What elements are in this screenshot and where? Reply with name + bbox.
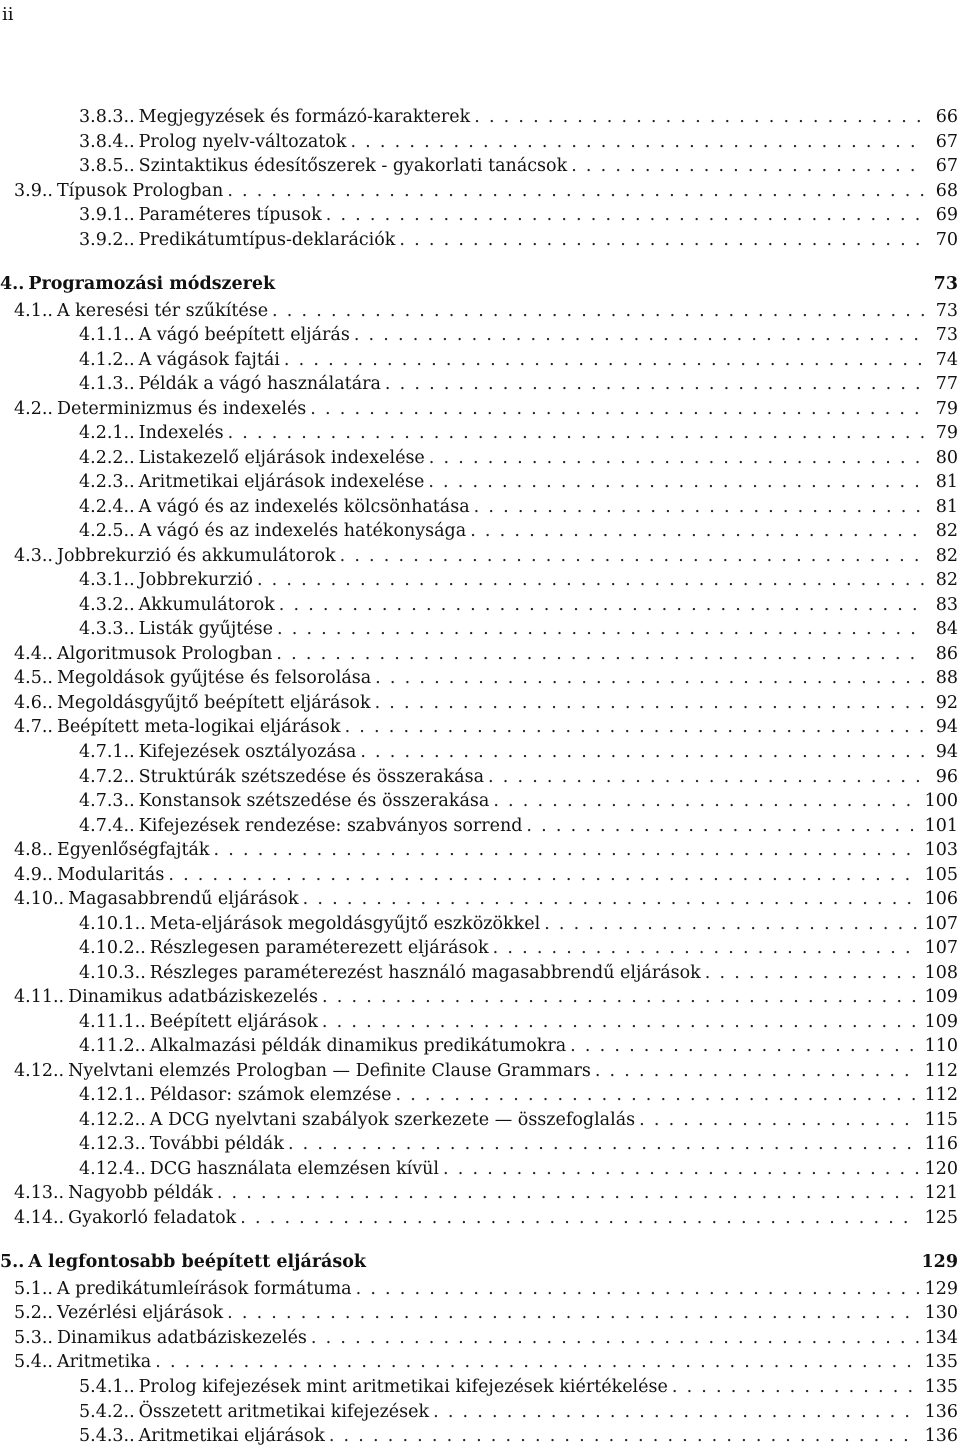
dot-leader	[303, 887, 919, 911]
toc-entry[interactable]	[14, 715, 958, 739]
dot-leader	[340, 544, 924, 568]
dot-leader	[639, 1108, 918, 1132]
toc-entry-number: 4.3.3..	[79, 619, 135, 640]
toc-entry[interactable]	[79, 323, 958, 347]
dot-leader	[276, 642, 924, 666]
toc-entry-page: 83	[935, 594, 958, 615]
toc-entry-number: 5.1..	[14, 1278, 53, 1299]
toc-entry-number: 4.3..	[14, 545, 53, 566]
toc-entry-number: 5.4..	[14, 1352, 53, 1373]
toc-entry-page: 120	[924, 1158, 958, 1179]
toc-entry[interactable]	[79, 154, 958, 178]
toc-entry[interactable]	[79, 495, 958, 519]
dot-leader	[595, 1059, 919, 1083]
toc-entry-page: 105	[924, 864, 958, 885]
dot-leader	[326, 203, 924, 227]
dot-leader	[360, 740, 924, 764]
toc-entry[interactable]	[14, 863, 958, 887]
toc-entry[interactable]	[79, 936, 958, 960]
toc-entry-number: 4.2.4..	[79, 496, 135, 517]
dot-leader	[493, 789, 918, 813]
toc-entry[interactable]	[79, 961, 958, 985]
dot-leader	[310, 397, 924, 421]
toc-entry-number: 5.4.3..	[79, 1426, 135, 1447]
toc-entry-number: 4.11.2..	[79, 1036, 146, 1057]
toc-entry-number: 4.2.2..	[79, 447, 135, 468]
dot-leader	[493, 936, 919, 960]
toc-entry-page: 67	[935, 131, 958, 152]
toc-entry-title: Beépített meta-logikai eljárások	[56, 717, 341, 738]
dot-leader	[443, 1157, 919, 1181]
toc-entry-number: 4.10.1..	[79, 913, 146, 934]
toc-entry-title: Akkumulátorok	[138, 594, 275, 615]
toc-entry-number: 4.12.2..	[79, 1109, 146, 1130]
toc-entry-title: Nyelvtani elemzés Prologban — Definite Clause Grammars	[68, 1060, 591, 1081]
toc-entry-title: Részlegesen paraméterezett eljárások	[149, 938, 489, 959]
dot-leader	[474, 495, 924, 519]
toc-entry[interactable]	[79, 1083, 958, 1107]
toc-entry-title: Algoritmusok Prologban	[56, 643, 273, 664]
toc-entry-page: 70	[935, 229, 958, 250]
toc-entry-number: 4.6..	[14, 692, 53, 713]
dot-leader	[705, 961, 919, 985]
toc-entry[interactable]	[14, 642, 958, 666]
toc-entry-page: 103	[924, 840, 958, 861]
toc-entry[interactable]	[14, 1277, 958, 1301]
toc-entry-title: A legfontosabb beépített eljárások	[28, 1252, 367, 1273]
toc-entry-title: Listák gyűjtése	[138, 619, 273, 640]
dot-leader	[399, 228, 924, 252]
toc-entry-page: 130	[924, 1303, 958, 1324]
toc-entry-title: Megoldásgyűjtő beépített eljárások	[56, 692, 371, 713]
toc-entry-title: Egyenlőségfajták	[56, 840, 210, 861]
toc-entry-number: 4.9..	[14, 864, 53, 885]
toc-entry-title: Dinamikus adatbáziskezelés	[68, 987, 319, 1008]
toc-entry[interactable]	[79, 348, 958, 372]
toc-entry-page: 96	[935, 766, 958, 787]
toc-entry-page: 129	[921, 1252, 958, 1273]
toc-entry[interactable]	[79, 765, 958, 789]
toc-entry-page: 136	[924, 1426, 958, 1447]
toc-entry[interactable]	[14, 838, 958, 862]
dot-leader	[429, 446, 924, 470]
toc-entry[interactable]	[79, 470, 958, 494]
toc-entry-title: Dinamikus adatbáziskezelés	[56, 1327, 307, 1348]
toc-entry[interactable]	[79, 203, 958, 227]
toc-entry-page: 112	[924, 1085, 958, 1106]
toc-entry-number: 4.7..	[14, 717, 53, 738]
toc-entry-page: 84	[935, 619, 958, 640]
toc-entry-page: 129	[924, 1278, 958, 1299]
toc-entry-title: Beépített eljárások	[149, 1011, 318, 1032]
toc-entry-title: Indexelés	[138, 423, 224, 444]
dot-leader	[470, 519, 924, 543]
toc-entry-title: Aritmetikai eljárások indexelése	[138, 472, 425, 493]
toc-entry-number: 4.11..	[14, 987, 65, 1008]
toc-entry-number: 4.11.1..	[79, 1011, 146, 1032]
toc-entry-title: Gyakorló feladatok	[68, 1207, 237, 1228]
toc-entry-page: 88	[935, 668, 958, 689]
toc-entry-page: 66	[935, 107, 958, 127]
toc-entry[interactable]	[79, 1424, 958, 1448]
dot-leader	[428, 470, 924, 494]
dot-leader	[329, 1424, 919, 1448]
toc-entry[interactable]	[79, 1034, 958, 1058]
toc-entry-number: 5..	[0, 1252, 25, 1273]
toc-entry-title: Programozási módszerek	[28, 274, 276, 295]
toc-entry-page: 107	[924, 938, 958, 959]
toc-entry-page: 81	[935, 496, 958, 517]
toc-entry[interactable]	[79, 519, 958, 543]
dot-leader	[672, 1375, 919, 1399]
toc-entry-page: 100	[924, 791, 958, 812]
toc-entry-number: 4.2.5..	[79, 521, 135, 542]
dot-leader	[395, 1083, 918, 1107]
toc-entry-title: Részleges paraméterezést használó magasabbrendű eljárások	[149, 962, 701, 983]
toc-entry-number: 5.3..	[14, 1327, 53, 1348]
toc-entry[interactable]	[79, 1010, 958, 1034]
toc-entry-title: Megjegyzések és formázó-karakterek	[138, 107, 471, 127]
toc-entry-title: Vezérlési eljárások	[56, 1303, 224, 1324]
toc-entry[interactable]	[79, 617, 958, 641]
toc-entry-number: 5.4.1..	[79, 1377, 135, 1397]
dot-leader	[311, 1326, 919, 1350]
toc-entry-title: Típusok Prologban	[56, 180, 224, 201]
toc-entry-title: Determinizmus és indexelés	[56, 398, 307, 419]
toc-entry-title: Meta-eljárások megoldásgyűjtő eszközökkel	[149, 913, 541, 934]
toc-entry[interactable]	[14, 1181, 958, 1205]
toc-entry-page: 135	[924, 1352, 958, 1373]
toc-entry-number: 4.2..	[14, 398, 53, 419]
toc-entry-title: Magasabbrendű eljárások	[68, 889, 299, 910]
toc-entry-page: 121	[924, 1183, 958, 1204]
toc-entry-number: 4.14..	[14, 1207, 65, 1228]
toc-entry-number: 4.3.2..	[79, 594, 135, 615]
toc-entry[interactable]	[79, 1375, 958, 1399]
toc-entry[interactable]	[79, 421, 958, 445]
toc-entry-title: Listakezelő eljárások indexelése	[138, 447, 425, 468]
toc-entry-number: 4.2.3..	[79, 472, 135, 493]
toc-entry-number: 3.8.5..	[79, 156, 135, 177]
toc-entry-number: 4.7.2..	[79, 766, 135, 787]
dot-leader	[345, 715, 924, 739]
dot-leader	[272, 299, 924, 323]
toc-entry-number: 4.8..	[14, 840, 53, 861]
toc-entry-page: 79	[935, 423, 958, 444]
dot-leader	[155, 1350, 918, 1374]
dot-leader	[385, 372, 924, 396]
toc-entry-title: Példák a vágó használatára	[138, 374, 381, 395]
toc-entry-number: 3.9.2..	[79, 229, 135, 250]
toc-entry-page: 116	[924, 1134, 958, 1155]
toc-entry[interactable]	[14, 1301, 958, 1325]
dot-leader	[570, 1034, 918, 1058]
toc-entry-number: 4.1.2..	[79, 349, 135, 370]
toc-entry[interactable]	[79, 1108, 958, 1132]
toc-entry[interactable]	[14, 666, 958, 690]
dot-leader	[526, 814, 918, 838]
toc-entry-page: 68	[935, 180, 958, 201]
toc-entry-page: 108	[924, 962, 958, 983]
toc-entry-number: 4.7.3..	[79, 791, 135, 812]
toc-entry-number: 3.8.3..	[79, 107, 135, 127]
toc-entry-title: A vágó és az indexelés kölcsönhatása	[138, 496, 470, 517]
toc-entry-page: 94	[935, 717, 958, 738]
toc-entry-title: Összetett aritmetikai kifejezések	[138, 1401, 430, 1422]
dot-leader	[227, 1301, 918, 1325]
toc-entry[interactable]	[79, 130, 958, 154]
toc-entry-number: 3.9.1..	[79, 205, 135, 226]
toc-entry-title: Predikátumtípus-deklarációk	[138, 229, 396, 250]
toc-entry-page: 79	[935, 398, 958, 419]
toc-entry-title: Aritmetikai eljárások	[138, 1426, 325, 1447]
dot-leader	[571, 154, 924, 178]
toc-entry-title: Prolog nyelv-változatok	[138, 131, 347, 152]
toc-entry-page: 110	[924, 1036, 958, 1057]
toc-entry-page: 109	[924, 1011, 958, 1032]
toc-entry-number: 3.8.4..	[79, 131, 135, 152]
toc-entry-title: Struktúrák szétszedése és összerakása	[138, 766, 485, 787]
toc-entry-number: 4.1.3..	[79, 374, 135, 395]
dot-leader	[217, 1181, 919, 1205]
toc-entry-page: 94	[935, 742, 958, 762]
toc-entry-page: 135	[924, 1377, 958, 1397]
toc-entry-page: 67	[935, 156, 958, 177]
toc-chapter-entry[interactable]	[0, 272, 958, 296]
toc-entry-number: 4.5..	[14, 668, 53, 689]
toc-entry-page: 107	[924, 913, 958, 934]
dot-leader	[322, 985, 919, 1009]
toc-entry[interactable]	[79, 1400, 958, 1424]
toc-chapter-entry[interactable]	[0, 1250, 958, 1274]
toc-entry[interactable]	[79, 593, 958, 617]
toc-entry-page: 101	[924, 815, 958, 836]
toc-entry-page: 109	[924, 987, 958, 1008]
dot-leader	[350, 130, 924, 154]
dot-leader	[168, 863, 918, 887]
toc-entry-number: 4.10..	[14, 889, 65, 910]
toc-entry-number: 4.12..	[14, 1060, 65, 1081]
dot-leader	[288, 1132, 919, 1156]
toc-entry-page: 86	[935, 643, 958, 664]
toc-entry-page: 77	[935, 374, 958, 395]
toc-entry-page: 82	[935, 545, 958, 566]
toc-entry[interactable]	[14, 691, 958, 715]
toc-entry[interactable]	[79, 1157, 958, 1181]
dot-leader	[544, 912, 918, 936]
toc-entry-title: A vágó és az indexelés hatékonysága	[138, 521, 467, 542]
dot-leader	[240, 1206, 918, 1230]
toc-entry-title: Paraméteres típusok	[138, 205, 322, 226]
toc-entry[interactable]	[14, 1326, 958, 1350]
toc-entry-page: 134	[924, 1327, 958, 1348]
page-number: ii	[2, 4, 14, 25]
toc-entry-page: 73	[935, 325, 958, 346]
dot-leader	[474, 105, 924, 129]
toc-entry-page: 82	[935, 570, 958, 591]
toc-entry-title: A vágások fajtái	[138, 349, 280, 370]
dot-leader	[228, 421, 924, 445]
toc-entry-number: 5.4.2..	[79, 1401, 135, 1422]
toc-entry-number: 4.4..	[14, 643, 53, 664]
toc-entry-title: Jobbrekurzió és akkumulátorok	[56, 545, 336, 566]
toc-entry-number: 4.1.1..	[79, 325, 135, 346]
toc-entry-number: 4.3.1..	[79, 570, 135, 591]
toc-entry[interactable]	[14, 397, 958, 421]
toc-entry-title: Konstansok szétszedése és összerakása	[138, 791, 490, 812]
toc-entry-number: 4.7.1..	[79, 742, 135, 762]
toc-entry[interactable]	[14, 1206, 958, 1230]
toc-entry-number: 5.2..	[14, 1303, 53, 1324]
toc-entry-title: DCG használata elemzésen kívül	[149, 1158, 440, 1179]
toc-entry-title: Nagyobb példák	[68, 1183, 213, 1204]
toc-entry[interactable]	[14, 1350, 958, 1374]
toc-entry-page: 82	[935, 521, 958, 542]
toc-entry[interactable]	[14, 299, 958, 323]
toc-entry-page: 81	[935, 472, 958, 493]
toc-entry[interactable]	[79, 446, 958, 470]
toc-entry[interactable]	[79, 740, 958, 764]
toc-entry-page: 115	[924, 1109, 958, 1130]
toc-entry-number: 4.7.4..	[79, 815, 135, 836]
toc-entry-number: 4.2.1..	[79, 423, 135, 444]
toc-entry-page: 136	[924, 1401, 958, 1422]
toc-entry-title: További példák	[149, 1134, 284, 1155]
toc-entry-number: 4.1..	[14, 300, 53, 321]
toc-entry-number: 4.12.1..	[79, 1085, 146, 1106]
toc-entry-page: 125	[924, 1207, 958, 1228]
toc-entry-title: Kifejezések rendezése: szabványos sorrend	[138, 815, 523, 836]
toc-entry[interactable]	[79, 789, 958, 813]
dot-leader	[354, 323, 924, 347]
dot-leader	[284, 348, 924, 372]
toc-entry-title: A vágó beépített eljárás	[138, 325, 350, 346]
toc-entry[interactable]	[79, 568, 958, 592]
toc-entry[interactable]	[14, 544, 958, 568]
dot-leader	[227, 179, 924, 203]
toc-entry-page: 106	[924, 889, 958, 910]
toc-entry-page: 74	[935, 349, 958, 370]
toc-entry-title: A DCG nyelvtani szabályok szerkezete — összefoglalás	[149, 1109, 636, 1130]
toc-entry[interactable]	[14, 1059, 958, 1083]
toc-entry[interactable]	[14, 179, 958, 203]
toc-entry-number: 4..	[0, 274, 25, 295]
toc-entry-title: Szintaktikus édesítőszerek - gyakorlati tanácsok	[138, 156, 568, 177]
toc-entry-page: 73	[933, 274, 958, 295]
toc-entry[interactable]	[79, 228, 958, 252]
toc-entry[interactable]	[14, 985, 958, 1009]
toc-entry[interactable]	[79, 1132, 958, 1156]
toc-entry-title: Megoldások gyűjtése és felsorolása	[56, 668, 372, 689]
toc-entry-number: 4.12.4..	[79, 1158, 146, 1179]
toc-entry[interactable]	[79, 814, 958, 838]
toc-entry[interactable]	[79, 912, 958, 936]
toc-entry[interactable]	[14, 887, 958, 911]
toc-entry-page: 112	[924, 1060, 958, 1081]
toc-entry-number: 4.10.3..	[79, 962, 146, 983]
dot-leader	[433, 1400, 918, 1424]
toc-entry-title: Kifejezések osztályozása	[138, 742, 357, 762]
toc-entry-number: 4.13..	[14, 1183, 65, 1204]
toc-entry-title: A keresési tér szűkítése	[56, 300, 269, 321]
toc-entry[interactable]	[79, 105, 958, 129]
toc-entry-page: 92	[935, 692, 958, 713]
dot-leader	[279, 593, 924, 617]
toc-entry-title: A predikátumleírások formátuma	[56, 1278, 352, 1299]
toc-entry-page: 80	[935, 447, 958, 468]
toc-entry-title: Prolog kifejezések mint aritmetikai kifejezések kiértékelése	[138, 1377, 668, 1397]
dot-leader	[214, 838, 919, 862]
dot-leader	[322, 1010, 919, 1034]
toc-entry-number: 3.9..	[14, 180, 53, 201]
dot-leader	[257, 568, 924, 592]
dot-leader	[356, 1277, 919, 1301]
dot-leader	[488, 765, 924, 789]
toc-entry-title: Alkalmazási példák dinamikus predikátumokra	[149, 1036, 567, 1057]
toc-entry-title: Jobbrekurzió	[138, 570, 253, 591]
toc-entry-number: 4.12.3..	[79, 1134, 146, 1155]
toc-entry-title: Modularitás	[56, 864, 165, 885]
dot-leader	[277, 617, 924, 641]
dot-leader	[375, 691, 924, 715]
dot-leader	[375, 666, 924, 690]
toc-entry-title: Aritmetika	[56, 1352, 152, 1373]
toc-entry-page: 73	[935, 300, 958, 321]
toc-entry-number: 4.10.2..	[79, 938, 146, 959]
toc-entry[interactable]	[79, 372, 958, 396]
toc-entry-page: 69	[935, 205, 958, 226]
toc-entry-title: Példasor: számok elemzése	[149, 1085, 392, 1106]
